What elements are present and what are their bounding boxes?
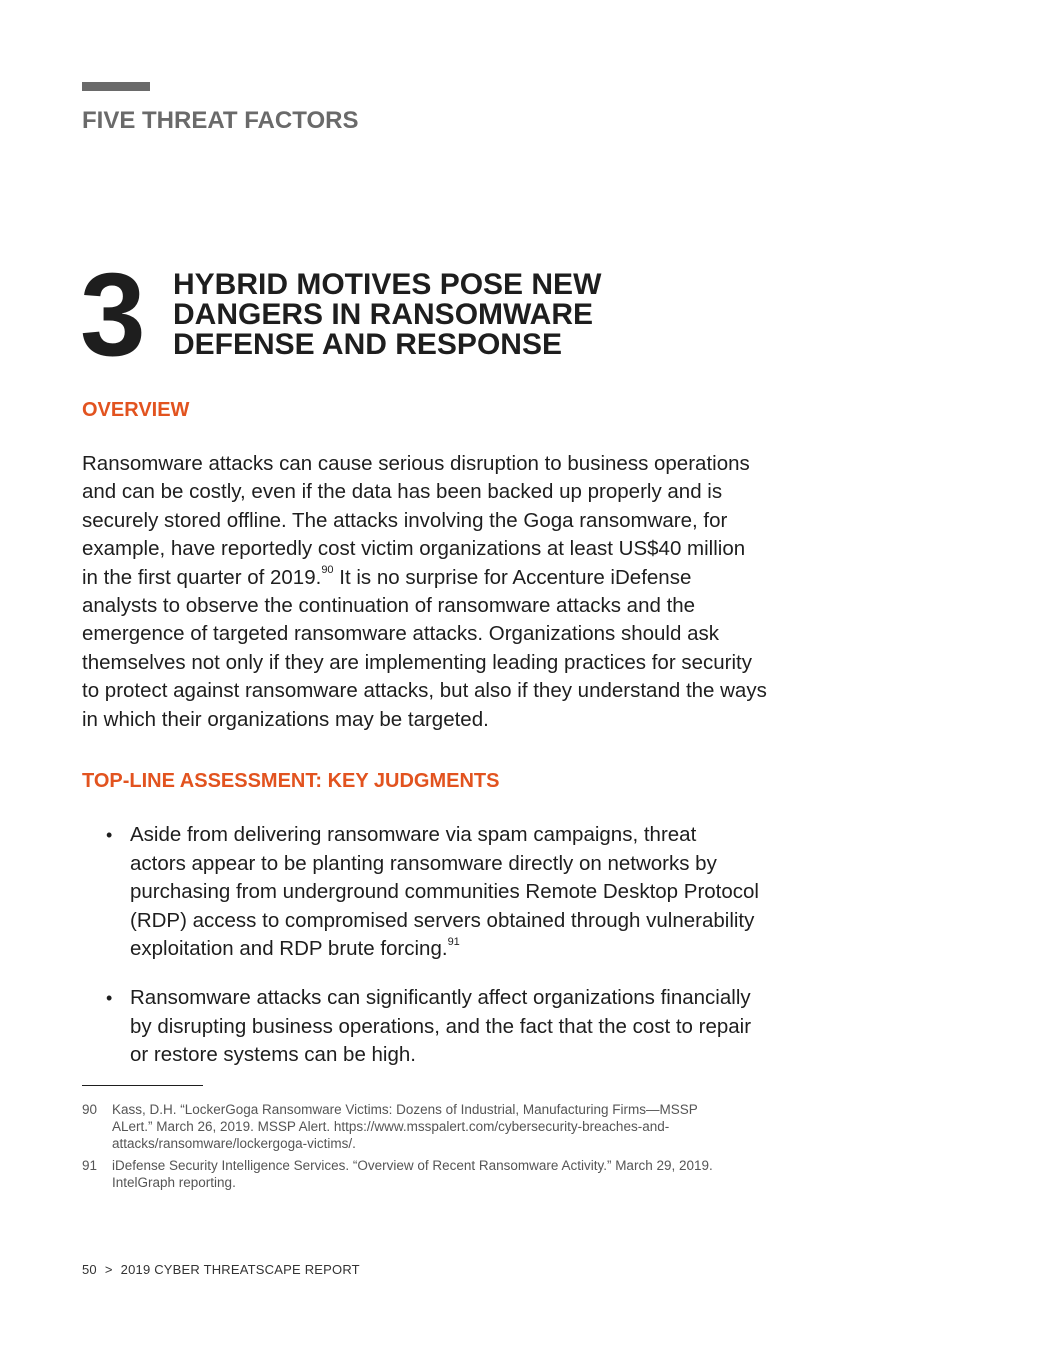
paragraph-line [82,564,842,592]
chapter-title [173,270,601,360]
paragraph-line: to protect against ransomware attacks, but also if they understand the ways [82,679,767,703]
key-judgment-item [106,984,846,1070]
paragraph-line-text: It is no surprise for Accenture iDefense [333,565,692,589]
key-judgment-item [106,821,846,964]
bullet-line: Aside from delivering ransomware via spam campaigns, threat [130,823,697,846]
chapter-title-line: DANGERS IN RANSOMWARE [173,298,594,331]
footnote-line: Kass, D.H. “LockerGoga Ransomware Victims: Dozens of Industrial, Manufacturing Firms—MSSP [112,1102,698,1117]
paragraph-line: securely stored offline. The attacks involving the Goga ransomware, for [82,508,728,532]
paragraph-line: Ransomware attacks can cause serious disruption to business operations [82,452,750,475]
bullet-line: Ransomware attacks can significantly affect organizations financially [130,986,751,1009]
header-rule [82,82,150,91]
page-number: 50 [82,1262,97,1277]
bullet-line: by disrupting business operations, and the fact that the cost to repair [130,1014,752,1038]
section-label: FIVE THREAT FACTORS [82,107,359,134]
footnote-line[interactable]: attacks/ransomware/lockergoga-victims/. [112,1135,356,1151]
bullet-icon: • [106,988,113,1008]
footnote-90 [82,1102,842,1152]
paragraph-line: emergence of targeted ransomware attacks. Organizations should ask [82,622,719,646]
chapter-title-line: DEFENSE AND RESPONSE [173,328,562,361]
paragraph-line: in which their organizations may be targeted. [82,707,489,731]
page-footer [82,1262,360,1277]
bullet-line-text: exploitation and RDP brute forcing. [130,937,448,961]
bullet-line: or restore systems can be high. [130,1043,416,1067]
footnote-ref-91[interactable]: 91 [447,935,460,948]
chapter-number: 3 [80,249,143,381]
bullet-line [130,935,846,964]
footnote-line[interactable]: ALert.” March 26, 2019. MSSP Alert. https://www.msspalert.com/cybersecurity-breaches-and- [112,1118,670,1134]
footnote-91 [82,1158,842,1192]
footnote-line: iDefense Security Intelligence Services. “Overview of Recent Ransomware Activity.” March 29, 2019. [112,1158,713,1173]
bullet-line: actors appear to be planting ransomware directly on networks by [130,851,717,875]
paragraph-line-text: in the first quarter of 2019. [82,565,322,589]
footnote-number: 90 [82,1102,98,1117]
footnote-number: 91 [82,1158,98,1173]
paragraph-line: themselves not only if they are implementing leading practices for security [82,650,752,674]
footnote-line: IntelGraph reporting. [112,1174,236,1190]
footer-separator: > [104,1262,113,1277]
report-title: 2019 CYBER THREATSCAPE REPORT [120,1262,360,1277]
footnote-ref-90[interactable]: 90 [321,563,334,576]
overview-heading: OVERVIEW [82,399,190,421]
paragraph-line: example, have reportedly cost victim organizations at least US$40 million [82,537,746,561]
bullet-icon: • [106,825,113,845]
bullet-line: purchasing from underground communities Remote Desktop Protocol [130,880,759,904]
bullet-line: (RDP) access to compromised servers obtained through vulnerability [130,908,755,932]
footnote-divider [82,1085,203,1086]
assessment-heading: TOP-LINE ASSESSMENT: KEY JUDGMENTS [82,770,500,792]
paragraph-line: analysts to observe the continuation of ransomware attacks and the [82,594,696,618]
overview-paragraph [82,450,842,734]
chapter-title-line: HYBRID MOTIVES POSE NEW [173,268,602,301]
paragraph-line: and can be costly, even if the data has been backed up properly and is [82,480,723,504]
